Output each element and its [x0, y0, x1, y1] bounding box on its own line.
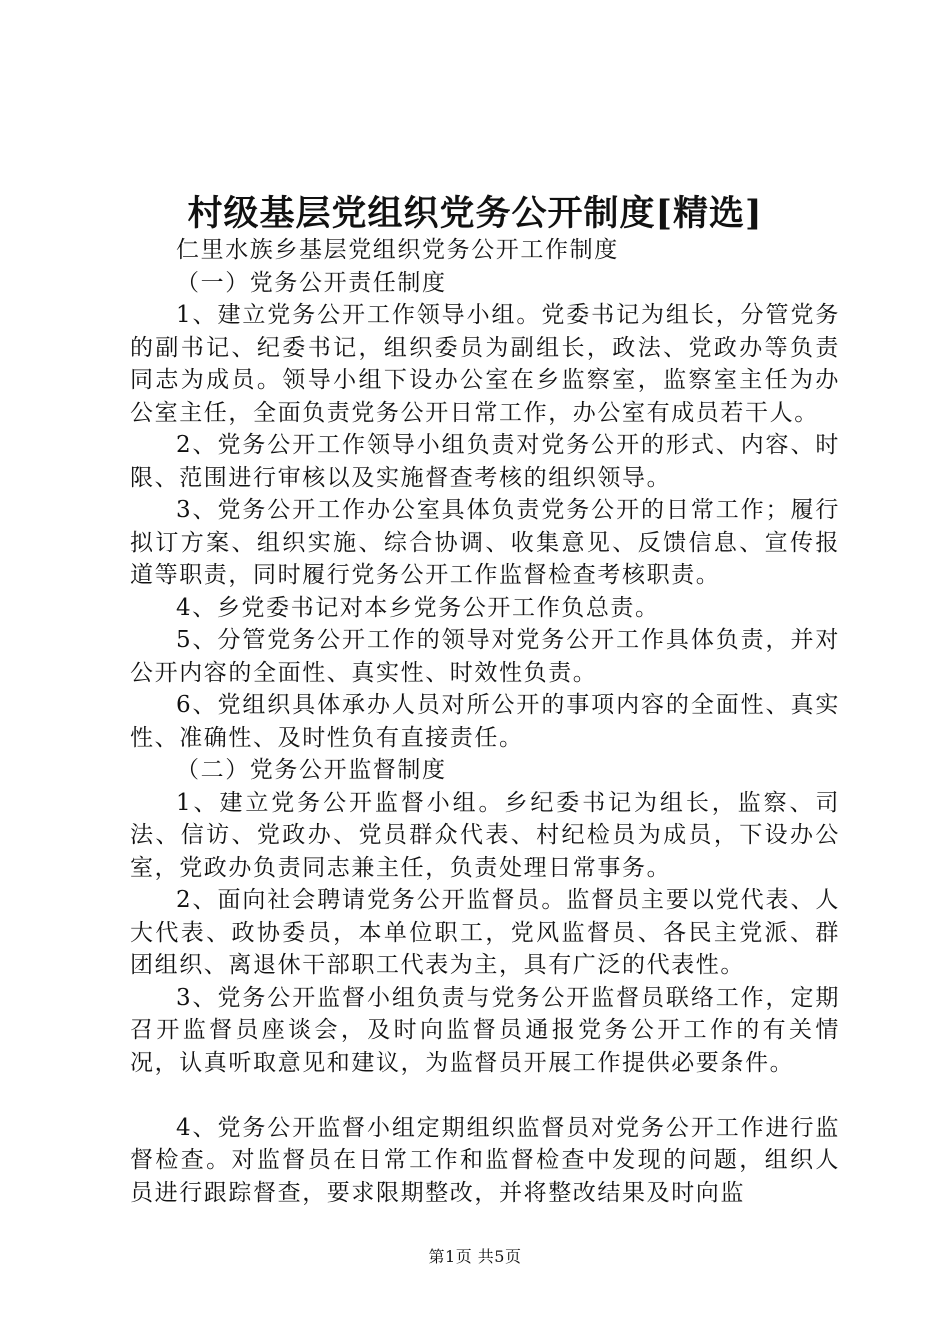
subtitle-paragraph: 仁里水族乡基层党组织党务公开工作制度 — [176, 237, 619, 263]
body-paragraph: 2、面向社会聘请党务公开监督员。监督员主要以党代表、人大代表、政协委员，本单位职工，党风监督员、各民主党派、群团组织、离退休干部职工代表为主，具有广泛的代表性。 — [130, 887, 840, 978]
body-paragraph: 1、建立党务公开监督小组。乡纪委书记为组长，监察、司法、信访、党政办、党员群众代表、村纪检员为成员，下设办公室，党政办负责同志兼主任，负责处理日常事务。 — [130, 789, 840, 881]
body-paragraph: 3、党务公开监督小组负责与党务公开监督员联络工作，定期召开监督员座谈会，及时向监督员通报党务公开工作的有关情况，认真听取意见和建议，为监督员开展工作提供必要条件。 — [130, 984, 840, 1076]
section-heading-1: （一）党务公开责任制度 — [176, 269, 447, 296]
body-paragraph: 6、党组织具体承办人员对所公开的事项内容的全面性、真实性、准确性、及时性负有直接责任。 — [130, 692, 840, 751]
blank-line — [130, 1079, 840, 1112]
body-paragraph: 4、党务公开监督小组定期组织监督员对党务公开工作进行监督检查。对监督员在日常工作和监督检查中发现的问题，组织人员进行跟踪督查，要求限期整改，并将整改结果及时向监 — [130, 1114, 840, 1206]
body-paragraph: 3、党务公开工作办公室具体负责党务公开的日常工作；履行拟订方案、组织实施、综合协调、收集意见、反馈信息、宣传报道等职责，同时履行党务公开工作监督检查考核职责。 — [130, 497, 840, 588]
section-heading-2: （二）党务公开监督制度 — [176, 757, 447, 783]
page-number-footer: 第1页 共5页 — [428, 1247, 522, 1266]
body-paragraph: 5、分管党务公开工作的领导对党务公开工作具体负责，并对公开内容的全面性、真实性、时效性负责。 — [130, 627, 840, 686]
document-body — [130, 234, 840, 1209]
document-title: 村级基层党组织党务公开制度[精选] — [187, 193, 763, 234]
body-paragraph: 4、乡党委书记对本乡党务公开工作负总责。 — [176, 594, 660, 621]
body-paragraph: 2、党务公开工作领导小组负责对党务公开的形式、内容、时限、范围进行审核以及实施督查考核的组织领导。 — [130, 432, 840, 491]
body-paragraph: 1、建立党务公开工作领导小组。党委书记为组长，分管党务的副书记、纪委书记，组织委员为副组长，政法、党政办等负责同志为成员。领导小组下设办公室在乡监察室，监察室主任为办公室主任，全面负责党务公开日常工作，办公室有成员若干人。 — [130, 302, 840, 426]
